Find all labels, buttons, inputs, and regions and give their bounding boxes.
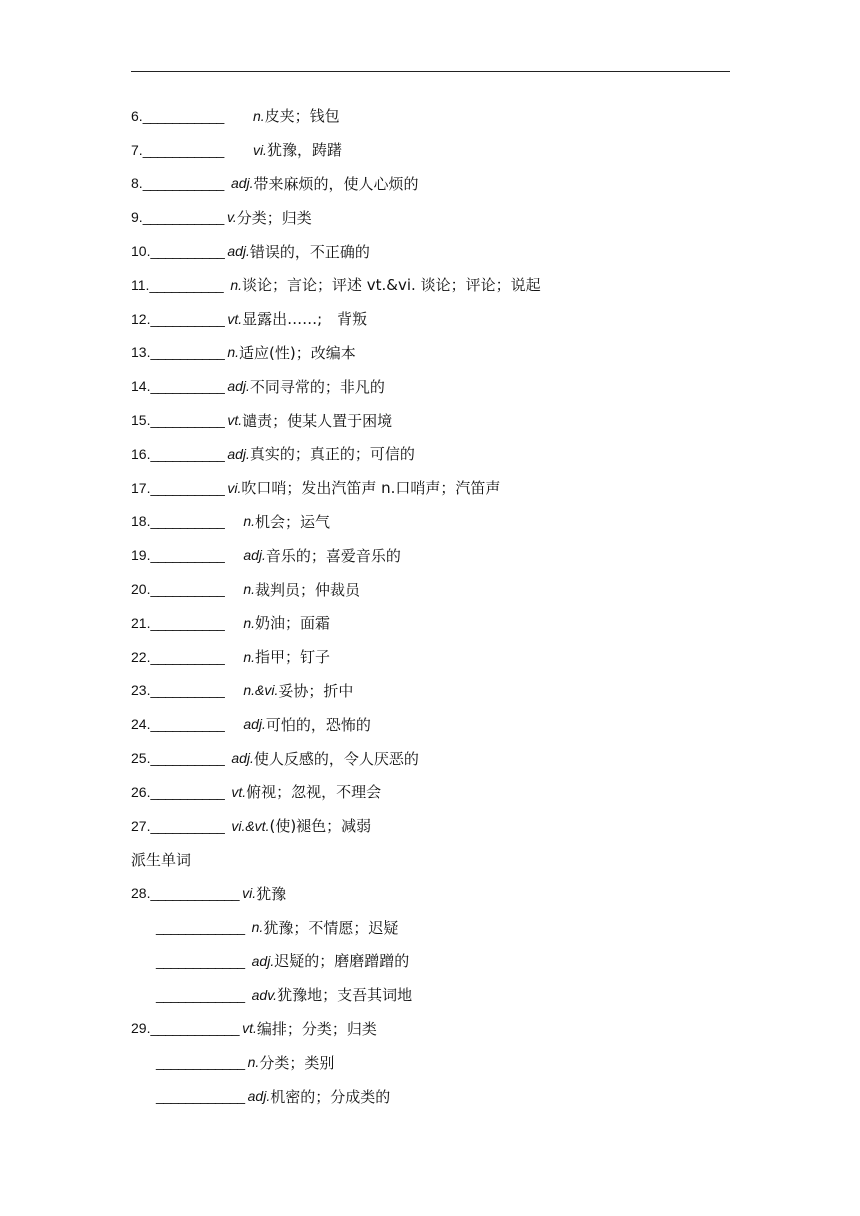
definition: 谈论；言论；评述 vt.&vi. 谈论；评论；说起: [242, 276, 541, 295]
vocab-item: [131, 302, 731, 336]
vocab-item: [131, 775, 731, 809]
definition: 使人反感的，令人厌恶的: [253, 749, 419, 768]
answer-blank[interactable]: ___________: [142, 107, 224, 124]
item-number: 6.: [131, 107, 143, 124]
answer-blank[interactable]: __________: [150, 378, 225, 395]
definition: (使)褪色；减弱: [269, 817, 372, 836]
definition: 迟疑的；磨磨蹭蹭的: [274, 952, 410, 971]
part-of-speech: vi.&vt.: [231, 817, 270, 834]
part-of-speech: vt.: [231, 783, 247, 800]
item-number: 16.: [131, 445, 151, 462]
answer-blank[interactable]: __________: [150, 547, 225, 564]
vocab-item: [131, 437, 731, 471]
part-of-speech: n.: [243, 513, 256, 530]
vocab-item: [131, 1012, 731, 1046]
vocab-item: [131, 200, 731, 234]
definition: 谴责；使某人置于困境: [242, 411, 393, 430]
definition: 犹豫: [256, 884, 287, 903]
definition: 不同寻常的；非凡的: [249, 377, 385, 396]
vocab-item: [131, 1079, 731, 1113]
vocab-list: [131, 99, 731, 843]
answer-blank[interactable]: __________: [150, 513, 225, 530]
part-of-speech: vt.: [242, 1020, 257, 1037]
part-of-speech: n.: [251, 919, 264, 936]
definition: 显露出……; 背叛: [242, 310, 368, 329]
part-of-speech: n.: [243, 648, 256, 665]
answer-blank[interactable]: __________: [150, 750, 225, 767]
part-of-speech: vt.: [227, 310, 243, 327]
vocab-item: [131, 336, 731, 370]
definition: 犹豫地；支吾其词地: [277, 986, 413, 1005]
definition: 音乐的；喜爱音乐的: [265, 546, 401, 565]
definition: 适应(性)；改编本: [239, 343, 356, 362]
definition: 真实的；真正的；可信的: [249, 445, 415, 464]
item-number: 21.: [131, 614, 151, 631]
vocab-item: [131, 944, 731, 978]
vocab-item: [131, 707, 731, 741]
item-number: 8.: [131, 175, 143, 192]
answer-blank[interactable]: __________: [150, 682, 225, 699]
item-number: 22.: [131, 648, 151, 665]
part-of-speech: adj.: [243, 547, 266, 564]
item-number: 17.: [131, 479, 151, 496]
vocab-item: [131, 978, 731, 1012]
answer-blank[interactable]: ____________: [156, 1088, 245, 1104]
vocab-item: [131, 876, 731, 910]
definition: 裁判员；仲裁员: [255, 580, 361, 599]
answer-blank[interactable]: __________: [150, 344, 225, 361]
item-number: 19.: [131, 547, 151, 564]
part-of-speech: n.: [227, 344, 240, 361]
item-number: 25.: [131, 750, 151, 767]
definition: 犹豫；不情愿；迟疑: [263, 918, 399, 937]
part-of-speech: vi.: [252, 141, 267, 158]
answer-blank[interactable]: ____________: [150, 885, 240, 902]
item-number: 9.: [131, 209, 143, 226]
part-of-speech: n.: [243, 614, 256, 631]
vocab-item: [131, 167, 731, 201]
item-number: 20.: [131, 581, 151, 598]
derived-vocab-list: [131, 876, 731, 1113]
answer-blank[interactable]: __________: [150, 817, 225, 834]
vocabulary-exercise: [131, 99, 731, 1113]
vocab-item: [131, 741, 731, 775]
vocab-item: [131, 640, 731, 674]
item-number: 26.: [131, 783, 151, 800]
answer-blank[interactable]: __________: [150, 310, 225, 327]
item-number: 7.: [131, 141, 143, 158]
answer-blank[interactable]: __________: [150, 648, 225, 665]
vocab-item: [131, 471, 731, 505]
answer-blank[interactable]: ____________: [156, 919, 245, 936]
vocab-item: [131, 910, 731, 944]
part-of-speech: adj.: [227, 243, 250, 260]
vocab-item: [131, 809, 731, 843]
part-of-speech: adj.: [231, 750, 254, 767]
part-of-speech: adj.: [251, 952, 275, 969]
item-number: 11.: [131, 276, 150, 293]
header-rule: [131, 71, 730, 72]
answer-blank[interactable]: ____________: [150, 1020, 240, 1037]
part-of-speech: v.: [226, 209, 237, 226]
item-number: 14.: [131, 378, 151, 395]
answer-blank[interactable]: __________: [150, 716, 225, 733]
vocab-item: [131, 572, 731, 606]
vocab-item: [131, 674, 731, 708]
definition: 指甲；钉子: [255, 648, 331, 667]
definition: 可怕的，恐怖的: [265, 715, 371, 734]
answer-blank[interactable]: __________: [150, 445, 225, 462]
part-of-speech: n.&vi.: [243, 682, 279, 699]
part-of-speech: n.: [252, 107, 265, 124]
vocab-item: [131, 403, 731, 437]
part-of-speech: n.: [247, 1054, 260, 1071]
part-of-speech: n.: [230, 276, 242, 293]
item-number: 13.: [131, 344, 151, 361]
part-of-speech: vi.: [227, 479, 242, 496]
vocab-item: [131, 268, 731, 302]
vocab-item: [131, 606, 731, 640]
answer-blank[interactable]: __________: [150, 581, 225, 598]
item-number: 23.: [131, 682, 151, 699]
item-number: 24.: [131, 716, 151, 733]
part-of-speech: adj.: [247, 1088, 271, 1104]
answer-blank[interactable]: __________: [149, 276, 224, 293]
vocab-item: [131, 538, 731, 572]
answer-blank[interactable]: __________: [150, 243, 225, 260]
definition: 奶油；面霜: [255, 614, 331, 633]
part-of-speech: adv.: [251, 986, 278, 1003]
item-number: 10.: [131, 243, 151, 260]
definition: 皮夹；钱包: [264, 107, 340, 126]
answer-blank[interactable]: ___________: [142, 141, 224, 158]
section-heading: 派生单词: [131, 850, 192, 869]
part-of-speech: vt.: [227, 412, 243, 429]
answer-blank[interactable]: __________: [150, 479, 225, 496]
vocab-item: [131, 234, 731, 268]
definition: 分类；归类: [236, 208, 312, 227]
answer-blank[interactable]: __________: [150, 412, 225, 429]
definition: 带来麻烦的，使人心烦的: [253, 174, 419, 193]
definition: 错误的，不正确的: [249, 242, 370, 261]
part-of-speech: adj.: [227, 445, 250, 462]
item-number: 28.: [131, 885, 151, 902]
answer-blank[interactable]: ____________: [156, 986, 245, 1003]
answer-blank[interactable]: __________: [150, 783, 225, 800]
answer-blank[interactable]: ___________: [142, 175, 224, 192]
answer-blank[interactable]: ___________: [142, 209, 224, 226]
item-number: 29.: [131, 1020, 151, 1037]
definition: 妥协；折中: [278, 681, 354, 700]
definition: 分类；类别: [259, 1053, 335, 1072]
item-number: 18.: [131, 513, 151, 530]
part-of-speech: adj.: [243, 716, 266, 733]
vocab-item: [131, 505, 731, 539]
item-number: 12.: [131, 310, 151, 327]
vocab-item: [131, 99, 731, 133]
definition: 犹豫，踌躇: [266, 141, 342, 160]
answer-blank[interactable]: ____________: [156, 952, 245, 969]
definition: 机会；运气: [255, 512, 331, 531]
vocab-item: [131, 1045, 731, 1079]
definition: 俯视；忽视，不理会: [246, 783, 382, 802]
vocab-item: [131, 133, 731, 167]
definition: 机密的；分成类的: [270, 1087, 391, 1106]
item-number: 27.: [131, 817, 151, 834]
part-of-speech: adj.: [227, 378, 250, 395]
definition: 吹口哨；发出汽笛声 n.口哨声；汽笛声: [241, 479, 501, 498]
definition: 编排；分类；归类: [256, 1019, 377, 1038]
part-of-speech: adj.: [230, 175, 254, 192]
answer-blank[interactable]: __________: [150, 614, 225, 631]
part-of-speech: n.: [243, 581, 256, 598]
vocab-item: [131, 369, 731, 403]
part-of-speech: vi.: [242, 885, 257, 902]
answer-blank[interactable]: ____________: [156, 1054, 245, 1071]
item-number: 15.: [131, 412, 151, 429]
